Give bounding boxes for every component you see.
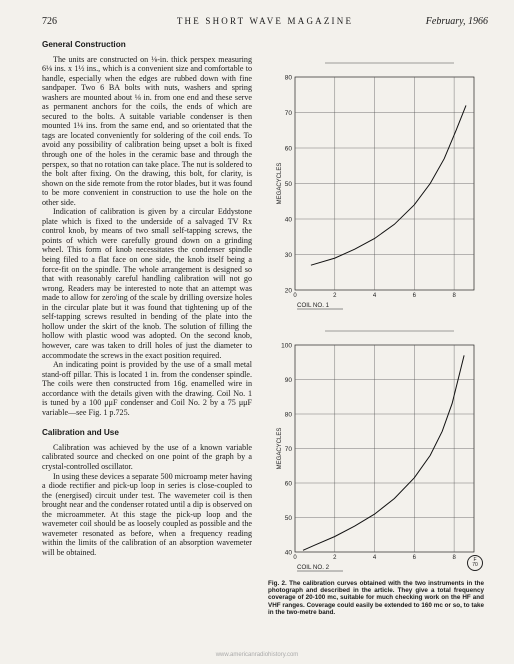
paragraph: In using these devices a separate 500 microamp meter having a diode rectifier and pick-up loop in series is close-coupled to the (energised) circuit under test. The wavemeter coil is then brought near and the condenser rotated until a dip is observed on the microammeter. At this stage the pick-up loop and the wavemeter coil should be as loosely coupled as possible and the wavemeter resonated as before, when a frequency reading within the limits of the calibration of an absorption wavemeter will be obtained. [42,471,252,557]
section-heading-construction: General Construction [42,40,126,49]
caption-text: The calibration curves obtained with the two instruments in the photograph and described in the article. They give a total frequency coverage of 20-100 mc, suitable for much checking work on the HF and VHF ranges. Coverage could easily be extended to 160 mc or so, to take in the two-metre band. [268,580,484,616]
y-tick-label: 40 [284,216,292,224]
x-tick-label: 6 [412,293,417,299]
footer-url: www.americanradiohistory.com [215,652,299,658]
calibration-curve [311,105,466,265]
x-tick-label: 0 [293,555,297,561]
caption-label: Fig. 2. [268,580,287,587]
y-tick-label: 80 [284,74,292,82]
paragraph: Indication of calibration is given by a circular Eddystone plate which is fixed to the underside of a salvaged TV Rx control knob, by means of two small self-tapping screws, the points of which were carefully ground down on a grinding wheel. This form of knob necessitates the condenser spindle being filed to a flat face on one side, the knob itself being a force-fit on the spindle. The whole arrangement is designed so that with reasonably careful handling calibration will not go wrong. Readers may be interested to note that an attempt was made to allow for zero'ing of the scale by drilling oversize holes in the circular plate but it was found that tightening up of the self-tapping screws resulted in bending of the plate into the hollow under the skirt of the knob. The solution of filling the hollow with plastic wood was adopted. On the second knob, however, care was taken to drill holes of just the diameter to accommodate the screws in the exact position required. [42,207,252,360]
x-tick-label: 2 [333,293,337,299]
y-tick-label: 70 [284,110,292,117]
x-tick-label: 8 [452,555,456,561]
paragraph: An indicating point is provided by the use of a small metal stand-off pillar. This is located 1 in. from the condenser spindle. The coils were then constructed from 16g. enamelled wire in accordance with the details given with the drawing. Coil No. 1 is tuned by a 100 μμF condenser and Coil No. 2 by a 75 μμF variable—see Fig. 1 p.725. [42,360,252,417]
calibration-curve [303,355,464,550]
article-column [42,40,252,557]
y-axis-label: MEGACYCLES [277,427,283,470]
f-badge [467,555,483,571]
page-number: 726 [42,16,57,27]
y-tick-label: 90 [284,377,292,384]
x-tick-label: 4 [372,555,377,561]
issue-date: February, 1966 [425,16,488,27]
y-tick-label: 100 [281,342,292,350]
x-axis-label: COIL NO. 1 [297,302,330,309]
y-tick-label: 50 [284,181,292,188]
magazine-title: THE SHORT WAVE MAGAZINE [176,16,354,26]
y-tick-label: 80 [284,411,292,419]
figure-calibration-curves [262,40,488,620]
y-tick-label: 50 [284,515,292,522]
badge-letter: F [473,556,477,563]
section-heading-calibration: Calibration and Use [42,428,119,438]
x-tick-label: 2 [333,555,337,561]
x-tick-label: 4 [372,293,377,299]
x-tick-label: 6 [412,555,417,561]
y-tick-label: 60 [284,480,292,488]
y-tick-label: 60 [284,145,292,153]
paragraph: Calibration was achieved by the use of a known variable calibrated source and checked on one point of the graph by a crystal-controlled oscillator. [42,442,252,471]
y-tick-label: 70 [284,446,292,453]
calibration-charts [262,40,488,580]
x-axis-label: COIL NO. 2 [297,564,330,571]
page-header [42,16,488,30]
figure-caption [268,580,484,616]
x-tick-label: 0 [293,293,297,299]
y-tick-label: 40 [284,549,292,557]
x-tick-label: 8 [452,293,456,299]
y-axis-label: MEGACYCLES [277,162,283,205]
badge-number: 70 [472,562,478,568]
y-tick-label: 20 [284,287,292,295]
paragraph: The units are constructed on ⅛-in. thick perspex measuring 6⅛ ins. x 1½ ins., which is a convenient size and comfortable to handle, especially when the edges are rubbed down with fine sandpaper. Two 6 BA bolts with nuts, washers and spring washers are mounted about ⅛ in. from one end and these serve as permanent anchors for the coils, the ends of which are secured to the bolts. A suitable variable condenser is then mounted 1⅛ ins. from the same end, and so orientated that the tags are located conveniently for soldering of the coil ends. To avoid any possibility of calibration being upset a bolt is fixed through one of the holes in the ceramic base and through the perspex, so that no rotation can take place. The nut is soldered to the bolt after fixing. On the drawing, this bolt, for clarity, is shown on the side remote from the rotor blades, but it was found to be more convenient in construction to use the hole on the other side. [42,54,252,207]
y-tick-label: 30 [284,252,292,259]
